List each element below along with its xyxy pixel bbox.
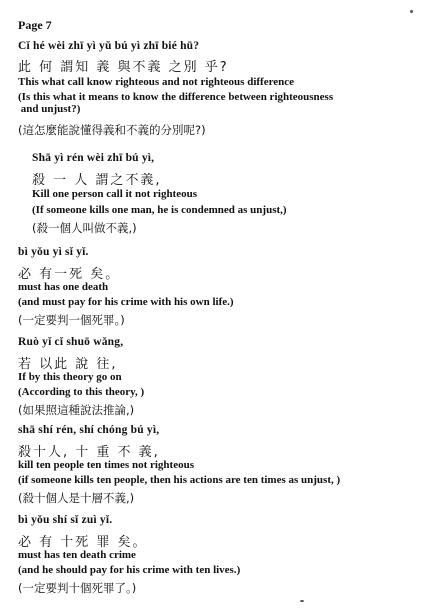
english-literal-line: Kill one person call it not righteous [32, 188, 197, 200]
english-gloss-line: (Is this what it means to know the difference between righteousness and unjust?) [18, 91, 334, 115]
chinese-line: 若 以此 說 往, [18, 357, 118, 372]
page-number-label: Page 7 [18, 18, 52, 32]
english-gloss-line: (According to this theory, ) [18, 386, 145, 398]
pinyin-line: shā shí rén, shí chóng bú yì, [18, 424, 160, 436]
english-gloss-line: (and must pay for his crime with his own life.) [18, 296, 234, 308]
english-literal-line: If by this theory go on [18, 371, 122, 383]
chinese-gloss-line: (這怎麼能說懂得義和不義的分別呢?) [18, 123, 206, 137]
english-gloss-line: (and he should pay for his crime with ten lives.) [18, 564, 241, 576]
chinese-line: 必 有一死 矣。 [18, 267, 121, 282]
chinese-gloss-line: (一定要判十個死罪了。) [18, 581, 137, 595]
english-literal-line: This what call know righteous and not righteous difference [18, 76, 295, 88]
english-gloss-line: (if someone kills ten people, then his actions are ten times as unjust, ) [18, 474, 341, 486]
chinese-gloss-line: (殺一個人叫做不義,) [32, 221, 137, 235]
pinyin-line: Shā yì rén wèi zhī bú yì, [32, 152, 155, 164]
english-literal-line: must has ten death crime [18, 549, 136, 561]
pinyin-line: bì yǒu yì sǐ yǐ. [18, 246, 89, 258]
scan-speck [300, 600, 304, 602]
chinese-gloss-line: (殺十個人是十層不義,) [18, 491, 135, 505]
pinyin-line: Cǐ hé wèi zhī yì yǔ bú yì zhī bié hū? [18, 40, 200, 52]
english-gloss-line: (If someone kills one man, he is condemned as unjust,) [32, 204, 287, 216]
chinese-gloss-line: (一定要判一個死罪。) [18, 313, 125, 327]
chinese-line: 此 何 謂知 義 與不義 之別 乎? [18, 60, 229, 75]
chinese-line: 殺 一 人 謂之不義, [32, 173, 162, 188]
chinese-line: 必 有 十死 罪 矣。 [18, 535, 148, 550]
pinyin-line: bì yǒu shí sǐ zuì yǐ. [18, 514, 113, 526]
chinese-gloss-line: (如果照這種說法推論,) [18, 403, 135, 417]
chinese-line: 殺十人, 十 重 不 義, [18, 445, 160, 460]
scan-speck [410, 10, 413, 13]
pinyin-line: Ruò yǐ cǐ shuō wǎng, [18, 336, 124, 348]
english-literal-line: kill ten people ten times not righteous [18, 459, 194, 471]
english-literal-line: must has one death [18, 281, 109, 293]
